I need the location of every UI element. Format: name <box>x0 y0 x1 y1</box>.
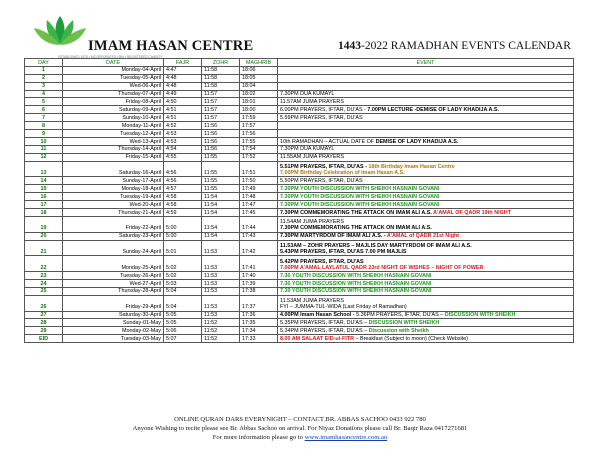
date-cell: Friday-22-April <box>63 216 164 232</box>
zohr-cell: 11:52 <box>202 319 240 327</box>
zohr-cell: 11:53 <box>202 240 240 256</box>
fajr-cell: 4:59 <box>164 208 202 216</box>
zohr-cell: 11:52 <box>202 327 240 335</box>
date-cell: Saturday-23-April <box>63 232 164 240</box>
event-cell <box>278 311 574 319</box>
fajr-cell: 4:54 <box>164 145 202 153</box>
event-text: DISCUSSION WITH SHEIKH <box>444 312 516 319</box>
table-row <box>25 287 574 295</box>
table-row <box>25 232 574 240</box>
event-text: A'AMAL of QADR 21st Night <box>386 233 460 240</box>
maghrib-cell: 17:36 <box>240 311 278 319</box>
fajr-cell: 5:03 <box>164 280 202 288</box>
event-cell <box>278 122 574 130</box>
event-cell <box>278 287 574 295</box>
table-row <box>25 122 574 130</box>
maghrib-cell: 17:54 <box>240 145 278 153</box>
event-text: 7.30 YOUTH DISCUSSION WITH SHEIKH HASNAIN GOVANI <box>280 288 432 295</box>
event-cell <box>278 193 574 201</box>
table-header-row <box>25 59 574 67</box>
table-row <box>25 240 574 256</box>
zohr-cell: 11:55 <box>202 153 240 161</box>
maghrib-cell: 17:35 <box>240 319 278 327</box>
day-cell: 9 <box>25 130 63 138</box>
event-line <box>280 186 571 192</box>
maghrib-cell: 18:00 <box>240 106 278 114</box>
date-cell: Wed-20-April <box>63 201 164 209</box>
zohr-cell: 11:54 <box>202 208 240 216</box>
date-cell: Saturday-30-April <box>63 311 164 319</box>
zohr-cell: 11:55 <box>202 161 240 177</box>
date-cell: Wed-27-April <box>63 280 164 288</box>
date-cell: Thursday-21-April <box>63 208 164 216</box>
title-year: 1443 <box>338 40 361 52</box>
fajr-cell: 4:48 <box>164 82 202 90</box>
event-text: 11.53AM JUMA PRAYERS <box>280 297 344 304</box>
fajr-cell: 5:02 <box>164 256 202 272</box>
fajr-cell: 4:56 <box>164 177 202 185</box>
event-cell <box>278 145 574 153</box>
event-line <box>280 233 571 239</box>
event-line <box>280 154 571 160</box>
maghrib-cell: 17:45 <box>240 208 278 216</box>
zohr-cell: 11:52 <box>202 335 240 343</box>
zohr-cell: 11:53 <box>202 295 240 311</box>
event-text: 5.51PM PRAYERS, IFTAR, DU'AS - <box>280 163 369 170</box>
maghrib-cell: 17:42 <box>240 240 278 256</box>
date-cell: Tuesday-12-April <box>63 130 164 138</box>
fajr-cell: 5:04 <box>164 287 202 295</box>
date-cell: Wed-06-April <box>63 82 164 90</box>
header-date: DATE <box>63 59 164 67</box>
table-row <box>25 74 574 82</box>
footer-quran-dars: ONLINE QURAN DARS EVERYNIGHT – CONTACT BR. ABBAS SACHOO 0433 922 780 <box>174 416 426 423</box>
date-cell: Thursday-07-April <box>63 90 164 98</box>
maghrib-cell: 18:06 <box>240 66 278 74</box>
fajr-cell: 4:52 <box>164 122 202 130</box>
table-row <box>25 98 574 106</box>
fajr-cell: 4:47 <box>164 66 202 74</box>
event-cell <box>278 153 574 161</box>
event-text: 5.43PM PRAYERS, IFTAR, DU'AS <box>280 249 366 256</box>
event-cell <box>278 201 574 209</box>
day-cell: 18 <box>25 208 63 216</box>
event-line <box>280 265 571 271</box>
zohr-cell: 11:53 <box>202 280 240 288</box>
fajr-cell: 4:48 <box>164 74 202 82</box>
event-text: 7.30 YOUTH DISCUSSION WITH SHEIKH HASNAIN GOVANI <box>280 272 432 279</box>
event-text: 5.50PM PRAYERS, IFTAR, DU'AS <box>280 177 363 184</box>
event-text: 18th Birthday Imam Hasan Centre <box>368 163 455 170</box>
maghrib-cell: 17:49 <box>240 185 278 193</box>
event-text: 11.57AM JUMA PRAYERS <box>280 99 344 106</box>
org-subtitle: ESTABLISHED 1979 • INCORPORATED 1994 • REGISTERED CHARITY <box>58 55 163 59</box>
day-cell: 11 <box>25 145 63 153</box>
zohr-cell: 11:54 <box>202 201 240 209</box>
zohr-cell: 11:53 <box>202 287 240 295</box>
table-row <box>25 272 574 280</box>
event-text: FYI – JUMMA-TUL-WIDA (Last Friday of Ramadhan) <box>280 304 407 311</box>
maghrib-cell: 18:02 <box>240 90 278 98</box>
date-cell: Wed-13-April <box>63 137 164 145</box>
event-line <box>280 91 571 97</box>
event-line <box>280 312 571 318</box>
event-text: 10th RAMADHAN – ACTUAL DATE OF <box>280 138 376 145</box>
maghrib-cell: 17:48 <box>240 193 278 201</box>
event-cell <box>278 130 574 138</box>
date-cell: Sunday-17-April <box>63 177 164 185</box>
zohr-cell: 11:55 <box>202 177 240 185</box>
maghrib-cell: 17:55 <box>240 137 278 145</box>
event-cell <box>278 280 574 288</box>
fajr-cell: 4:51 <box>164 106 202 114</box>
date-cell: Monday-25-April <box>63 256 164 272</box>
event-text: 7.00 PM MAJLIS <box>365 249 407 256</box>
event-text: A'AMAL OF QADR 19th NIGHT <box>433 209 511 216</box>
event-text: 7.00PM LECTURE -DEMISE OF LADY KHADIJA A.S. <box>367 106 499 113</box>
maghrib-cell: 17:37 <box>240 295 278 311</box>
event-cell <box>278 66 574 74</box>
header-day: DAY <box>25 59 63 67</box>
date-cell: Tuesday-26-April <box>63 272 164 280</box>
zohr-cell: 11:54 <box>202 216 240 232</box>
fajr-cell: 4:58 <box>164 193 202 201</box>
event-line <box>280 288 571 294</box>
event-text: 7.30 YOUTH DISCUSSION WITH SHEIKH HASNAIN GOVANI <box>280 280 432 287</box>
day-cell: 20 <box>25 232 63 240</box>
day-cell: 3 <box>25 82 63 90</box>
day-cell: 17 <box>25 201 63 209</box>
day-cell: 19 <box>25 216 63 232</box>
day-cell: 24 <box>25 280 63 288</box>
fajr-cell: 5:01 <box>164 240 202 256</box>
day-cell: 12 <box>25 153 63 161</box>
date-cell: Friday-29-April <box>63 295 164 311</box>
zohr-cell: 11:58 <box>202 74 240 82</box>
fajr-cell: 4:53 <box>164 130 202 138</box>
day-cell: 22 <box>25 256 63 272</box>
maghrib-cell: 17:47 <box>240 201 278 209</box>
date-cell: Tuesday-03-May <box>63 335 164 343</box>
maghrib-cell: 17:39 <box>240 280 278 288</box>
event-text: Discussion with Sheikh <box>368 327 429 334</box>
event-cell <box>278 185 574 193</box>
event-text: 5.42PM PRAYERS, IFTAR, DU'AS <box>280 258 364 265</box>
header-event: EVENT <box>278 59 574 67</box>
zohr-cell: 11:57 <box>202 90 240 98</box>
ramadhan-events-table <box>24 58 574 343</box>
maghrib-cell: 17:56 <box>240 130 278 138</box>
date-cell: Sunday-10-April <box>63 114 164 122</box>
day-cell: 7 <box>25 114 63 122</box>
zohr-cell: 11:54 <box>202 193 240 201</box>
event-line <box>280 320 571 326</box>
date-cell: Tuesday-05-April <box>63 74 164 82</box>
table-row <box>25 177 574 185</box>
maghrib-cell: 17:38 <box>240 287 278 295</box>
website-link[interactable]: www.imamhasancentre.com.au <box>304 434 388 441</box>
event-line <box>280 194 571 200</box>
event-line <box>280 115 571 121</box>
page-footer <box>0 415 600 442</box>
event-cell <box>278 90 574 98</box>
event-line <box>280 107 571 113</box>
event-cell <box>278 240 574 256</box>
event-line <box>280 225 571 231</box>
event-text: 7.30PM YOUTH DISCUSSION WITH SHEIKH HASNAIN GOVANI <box>280 201 440 208</box>
event-cell <box>278 319 574 327</box>
maghrib-cell: 17:33 <box>240 335 278 343</box>
event-cell <box>278 272 574 280</box>
fajr-cell: 4:55 <box>164 153 202 161</box>
fajr-cell: 5:00 <box>164 216 202 232</box>
date-cell: Thursday-14-April <box>63 145 164 153</box>
event-cell <box>278 256 574 272</box>
event-cell <box>278 161 574 177</box>
table-row <box>25 256 574 272</box>
zohr-cell: 11:57 <box>202 114 240 122</box>
page-title <box>338 40 571 52</box>
table-row <box>25 216 574 232</box>
event-cell <box>278 232 574 240</box>
event-text: 7.30PM COMMEMORATING THE ATTACK ON IMAM ALI A.S. <box>280 225 432 232</box>
event-cell <box>278 295 574 311</box>
footer-more-info <box>0 433 600 442</box>
maghrib-cell: 17:51 <box>240 161 278 177</box>
zohr-cell: 11:56 <box>202 130 240 138</box>
maghrib-cell: 17:34 <box>240 327 278 335</box>
fajr-cell: 4:53 <box>164 137 202 145</box>
header-zohr: ZOHR <box>202 59 240 67</box>
day-cell: 13 <box>25 161 63 177</box>
event-cell <box>278 137 574 145</box>
page-header <box>0 0 600 58</box>
fajr-cell: 5:02 <box>164 272 202 280</box>
fajr-cell: 5:04 <box>164 295 202 311</box>
table-row <box>25 114 574 122</box>
fajr-cell: 5:00 <box>164 232 202 240</box>
fajr-cell: 4:58 <box>164 201 202 209</box>
event-text: 11.55AM JUMA PRAYERS <box>280 154 344 161</box>
zohr-cell: 11:53 <box>202 256 240 272</box>
fajr-cell: 4:49 <box>164 90 202 98</box>
table-row <box>25 66 574 74</box>
zohr-cell: 11:56 <box>202 122 240 130</box>
event-cell <box>278 98 574 106</box>
event-cell <box>278 216 574 232</box>
table-row <box>25 193 574 201</box>
header-fajr: FAJR <box>164 59 202 67</box>
event-text: 7.30PM DUA KUMAYL <box>280 91 335 98</box>
event-cell <box>278 335 574 343</box>
day-cell: 26 <box>25 295 63 311</box>
table-row <box>25 327 574 335</box>
zohr-cell: 11:56 <box>202 145 240 153</box>
footer-donations: Anyone Wishing to recite please see Br. Abbas Sachoo on arrival. For Niyaz Donations please call Br. Baqir Raza 0417271681 <box>132 425 468 432</box>
title-text: -2022 RAMADHAN EVENTS CALENDAR <box>361 40 571 52</box>
date-cell: Monday-02-May <box>63 327 164 335</box>
day-cell: 4 <box>25 90 63 98</box>
date-cell: Thursday-28-April <box>63 287 164 295</box>
event-cell <box>278 177 574 185</box>
day-cell: 25 <box>25 287 63 295</box>
zohr-cell: 11:58 <box>202 82 240 90</box>
zohr-cell: 11:53 <box>202 272 240 280</box>
table-row <box>25 145 574 153</box>
table-row <box>25 335 574 343</box>
fajr-cell: 5:05 <box>164 311 202 319</box>
date-cell: Friday-08-April <box>63 98 164 106</box>
table-row <box>25 90 574 98</box>
day-cell: 8 <box>25 122 63 130</box>
maghrib-cell: 17:44 <box>240 216 278 232</box>
date-cell: Saturday-09-April <box>63 106 164 114</box>
fajr-cell: 4:51 <box>164 114 202 122</box>
event-text: 7.30PM YOUTH DISCUSSION WITH SHEIKH HASNAIN GOVANI <box>280 185 440 192</box>
event-line <box>280 304 571 310</box>
date-cell: Sunday-24-April <box>63 240 164 256</box>
day-cell: 29 <box>25 327 63 335</box>
table-row <box>25 106 574 114</box>
event-cell <box>278 208 574 216</box>
day-cell: 15 <box>25 185 63 193</box>
header-maghrib: MAGHRIB <box>240 59 278 67</box>
event-text: 4.00PM Imam Hasan School <box>280 312 352 319</box>
zohr-cell: 11:53 <box>202 311 240 319</box>
maghrib-cell: 17:57 <box>240 122 278 130</box>
day-cell: 10 <box>25 137 63 145</box>
maghrib-cell: 18:01 <box>240 98 278 106</box>
maghrib-cell: 17:59 <box>240 114 278 122</box>
event-line <box>280 210 571 216</box>
zohr-cell: 11:57 <box>202 106 240 114</box>
fajr-cell: 5:07 <box>164 335 202 343</box>
maghrib-cell: 18:04 <box>240 82 278 90</box>
table-row <box>25 130 574 138</box>
date-cell: Monday-11-April <box>63 122 164 130</box>
fajr-cell: 4:56 <box>164 161 202 177</box>
date-cell: Monday-18-April <box>63 185 164 193</box>
table-row <box>25 295 574 311</box>
event-line <box>280 170 571 176</box>
event-line <box>280 146 571 152</box>
zohr-cell: 11:56 <box>202 137 240 145</box>
zohr-cell: 11:57 <box>202 98 240 106</box>
event-text: 7.00PM A'AMAL LAYLATUL QADR 23rd NIGHT OF WISHES – NIGHT OF POWER <box>280 264 484 271</box>
table-row <box>25 208 574 216</box>
maghrib-cell: 18:05 <box>240 74 278 82</box>
event-text: DISCUSSION WITH SHEIKH <box>368 320 440 327</box>
event-text: 7.00PM Birthday Celebration of Imam Hasan A.S. <box>280 170 405 177</box>
event-text: 11.54AM JUMA PRAYERS <box>280 219 344 226</box>
day-cell: 14 <box>25 177 63 185</box>
event-line <box>280 202 571 208</box>
event-line <box>280 273 571 279</box>
day-cell: 28 <box>25 319 63 327</box>
date-cell: Saturday-16-April <box>63 161 164 177</box>
event-cell <box>278 82 574 90</box>
maghrib-cell: 17:52 <box>240 153 278 161</box>
fajr-cell: 4:57 <box>164 185 202 193</box>
event-cell <box>278 106 574 114</box>
table-row <box>25 82 574 90</box>
table-body <box>25 66 574 342</box>
day-cell: 21 <box>25 240 63 256</box>
fajr-cell: 4:50 <box>164 98 202 106</box>
table-row <box>25 201 574 209</box>
day-cell: 23 <box>25 272 63 280</box>
day-cell: 5 <box>25 98 63 106</box>
day-cell: 6 <box>25 106 63 114</box>
maghrib-cell: 17:43 <box>240 232 278 240</box>
fajr-cell: 5:05 <box>164 319 202 327</box>
event-text: 8.00 AM SALAAT EID-ul-FITR <box>280 335 354 342</box>
event-line <box>280 328 571 334</box>
table-row <box>25 153 574 161</box>
event-text: – Breakfast (Subject to moon) (Check Website) <box>353 335 469 342</box>
event-text: - 5.36PM PRAYERS, IFTAR, DU'AS – <box>351 312 445 319</box>
event-text: 5.35PM PRAYERS, IFTAR, DU'AS – <box>280 320 369 327</box>
event-line <box>280 336 571 342</box>
event-cell <box>278 327 574 335</box>
table-row <box>25 280 574 288</box>
zohr-cell: 11:54 <box>202 232 240 240</box>
date-cell: Monday-04-April <box>63 66 164 74</box>
fajr-cell: 5:06 <box>164 327 202 335</box>
day-cell: 16 <box>25 193 63 201</box>
event-text: 7.30PM COMMEMORATING THE ATTACK ON IMAM ALI A.S. <box>280 209 434 216</box>
event-line <box>280 99 571 105</box>
event-text: DEMISE OF LADY KHADIJA A.S. <box>375 138 459 145</box>
event-text: 6.00PM PRAYERS, IFTAR, DU'AS - <box>280 106 368 113</box>
org-name: IMAM HASAN CENTRE <box>88 38 254 54</box>
event-text: 5.34PM PRAYERS, IFTAR, DU'AS – <box>280 327 369 334</box>
table-row <box>25 311 574 319</box>
table-row <box>25 137 574 145</box>
zohr-cell: 11:55 <box>202 185 240 193</box>
maghrib-cell: 17:40 <box>240 272 278 280</box>
event-cell <box>278 74 574 82</box>
day-cell: 2 <box>25 74 63 82</box>
event-text: 11.53AM – ZOHR PRAYERS – MAJLIS DAY MARTYRDOM OF IMAM ALI A.S. <box>280 242 472 249</box>
event-text: 7.30PM DUA KUMAYL <box>280 146 335 153</box>
day-cell: 27 <box>25 311 63 319</box>
event-line <box>280 281 571 287</box>
maghrib-cell: 17:41 <box>240 256 278 272</box>
event-text: 7.30PM YOUTH DISCUSSION WITH SHEIKH HASNAIN GOVANI <box>280 193 440 200</box>
day-cell: 1 <box>25 66 63 74</box>
lotus-logo-icon <box>30 14 90 48</box>
date-cell: Tuesday-19-April <box>63 193 164 201</box>
zohr-cell: 11:58 <box>202 66 240 74</box>
date-cell: Friday-15-April <box>63 153 164 161</box>
table-row <box>25 161 574 177</box>
event-text: 7.30PM MARTYRDOM OF IMAM ALI A.S. - <box>280 233 387 240</box>
maghrib-cell: 17:50 <box>240 177 278 185</box>
table-row <box>25 185 574 193</box>
event-cell <box>278 114 574 122</box>
table-row <box>25 319 574 327</box>
footer-more-info-text: For more information please go to <box>212 434 305 441</box>
event-line <box>280 139 571 145</box>
date-cell: Sunday-01-May <box>63 319 164 327</box>
day-cell: EID <box>25 335 63 343</box>
event-line <box>280 178 571 184</box>
event-text: 5.59PM PRAYERS, IFTAR, DU'AS <box>280 114 363 121</box>
event-line <box>280 249 571 255</box>
